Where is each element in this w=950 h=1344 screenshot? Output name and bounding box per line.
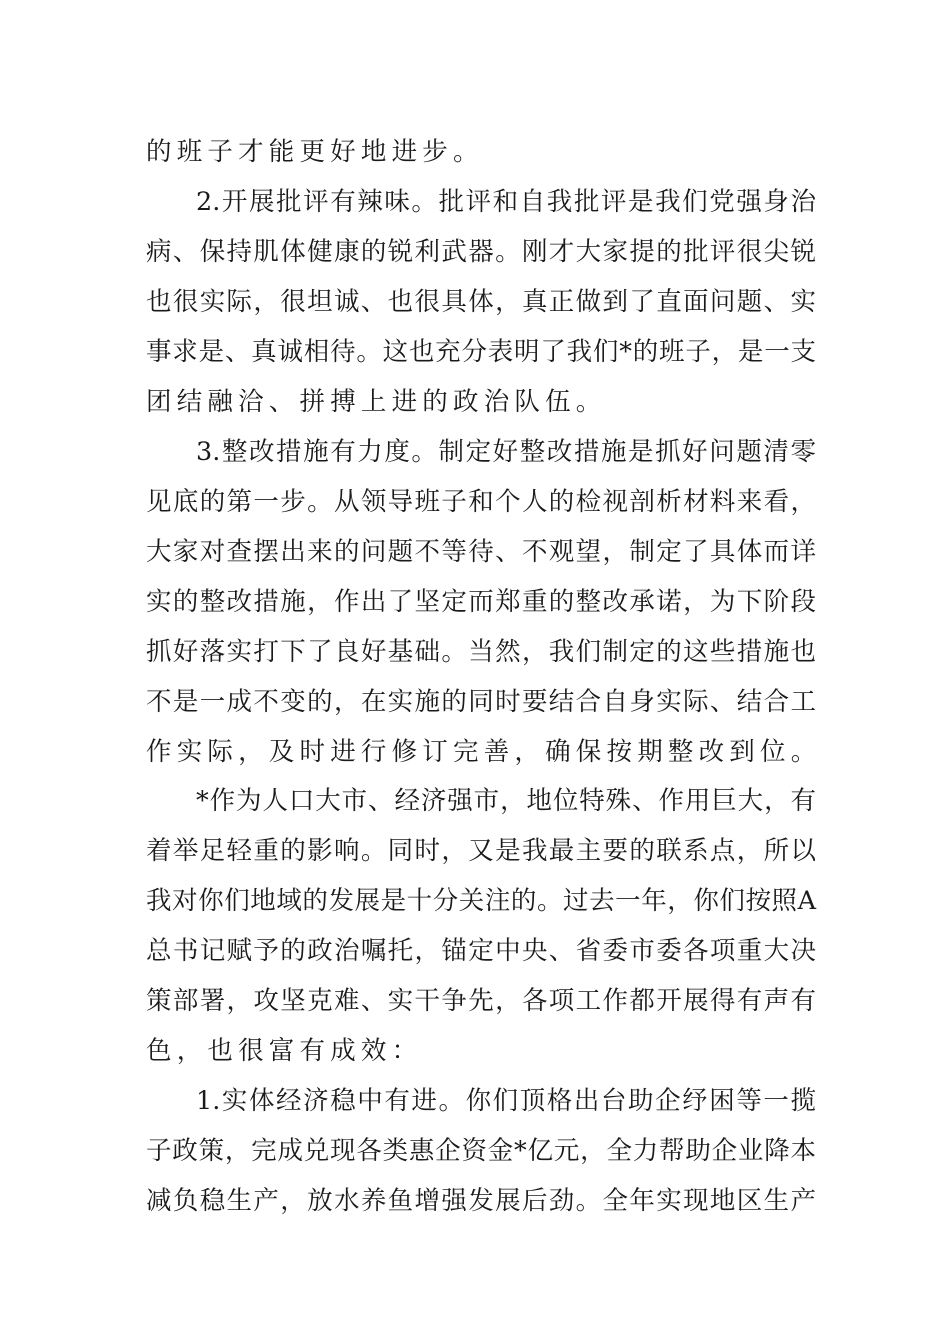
text-line: 策部署，攻坚克难、实干争先，各项工作都开展得有声有 xyxy=(146,986,816,1016)
text-line: 我对你们地域的发展是十分关注的。过去一年，你们按照A xyxy=(146,886,816,916)
text-line: 总书记赋予的政治嘱托，锚定中央、省委市委各项重大决 xyxy=(146,936,816,966)
text-line: 也很实际，很坦诚、也很具体，真正做到了直面问题、实 xyxy=(146,287,816,317)
text-line: 1.实体经济稳中有进。你们顶格出台助企纾困等一揽 xyxy=(196,1086,816,1116)
text-line: 色，也很富有成效： xyxy=(146,1036,423,1066)
text-line: 团结融洽、拼搏上进的政治队伍。 xyxy=(146,387,607,417)
text-line: 见底的第一步。从领导班子和个人的检视剖析材料来看， xyxy=(146,487,816,517)
text-line: 事求是、真诚相待。这也充分表明了我们*的班子，是一支 xyxy=(146,337,816,367)
text-line: 作实际，及时进行修订完善，确保按期整改到位。 xyxy=(146,737,822,767)
text-line: 着举足轻重的影响。同时，又是我最主要的联系点，所以 xyxy=(146,836,816,866)
text-line: 子政策，完成兑现各类惠企资金*亿元，全力帮助企业降本 xyxy=(146,1136,816,1166)
text-line: 2.开展批评有辣味。批评和自我批评是我们党强身治 xyxy=(196,187,816,217)
text-line: 抓好落实打下了良好基础。当然，我们制定的这些措施也 xyxy=(146,637,816,667)
text-line: 的班子才能更好地进步。 xyxy=(146,137,484,167)
text-line: 实的整改措施，作出了坚定而郑重的整改承诺，为下阶段 xyxy=(146,587,816,617)
text-line: 不是一成不变的，在实施的同时要结合自身实际、结合工 xyxy=(146,687,816,717)
text-line: 病、保持肌体健康的锐利武器。刚才大家提的批评很尖锐 xyxy=(146,237,816,267)
text-line: 减负稳生产，放水养鱼增强发展后劲。全年实现地区生产 xyxy=(146,1186,816,1216)
text-line: 3.整改措施有力度。制定好整改措施是抓好问题清零 xyxy=(196,437,816,467)
text-line: *作为人口大市、经济强市，地位特殊、作用巨大，有 xyxy=(196,786,816,816)
text-line: 大家对查摆出来的问题不等待、不观望，制定了具体而详 xyxy=(146,537,816,567)
